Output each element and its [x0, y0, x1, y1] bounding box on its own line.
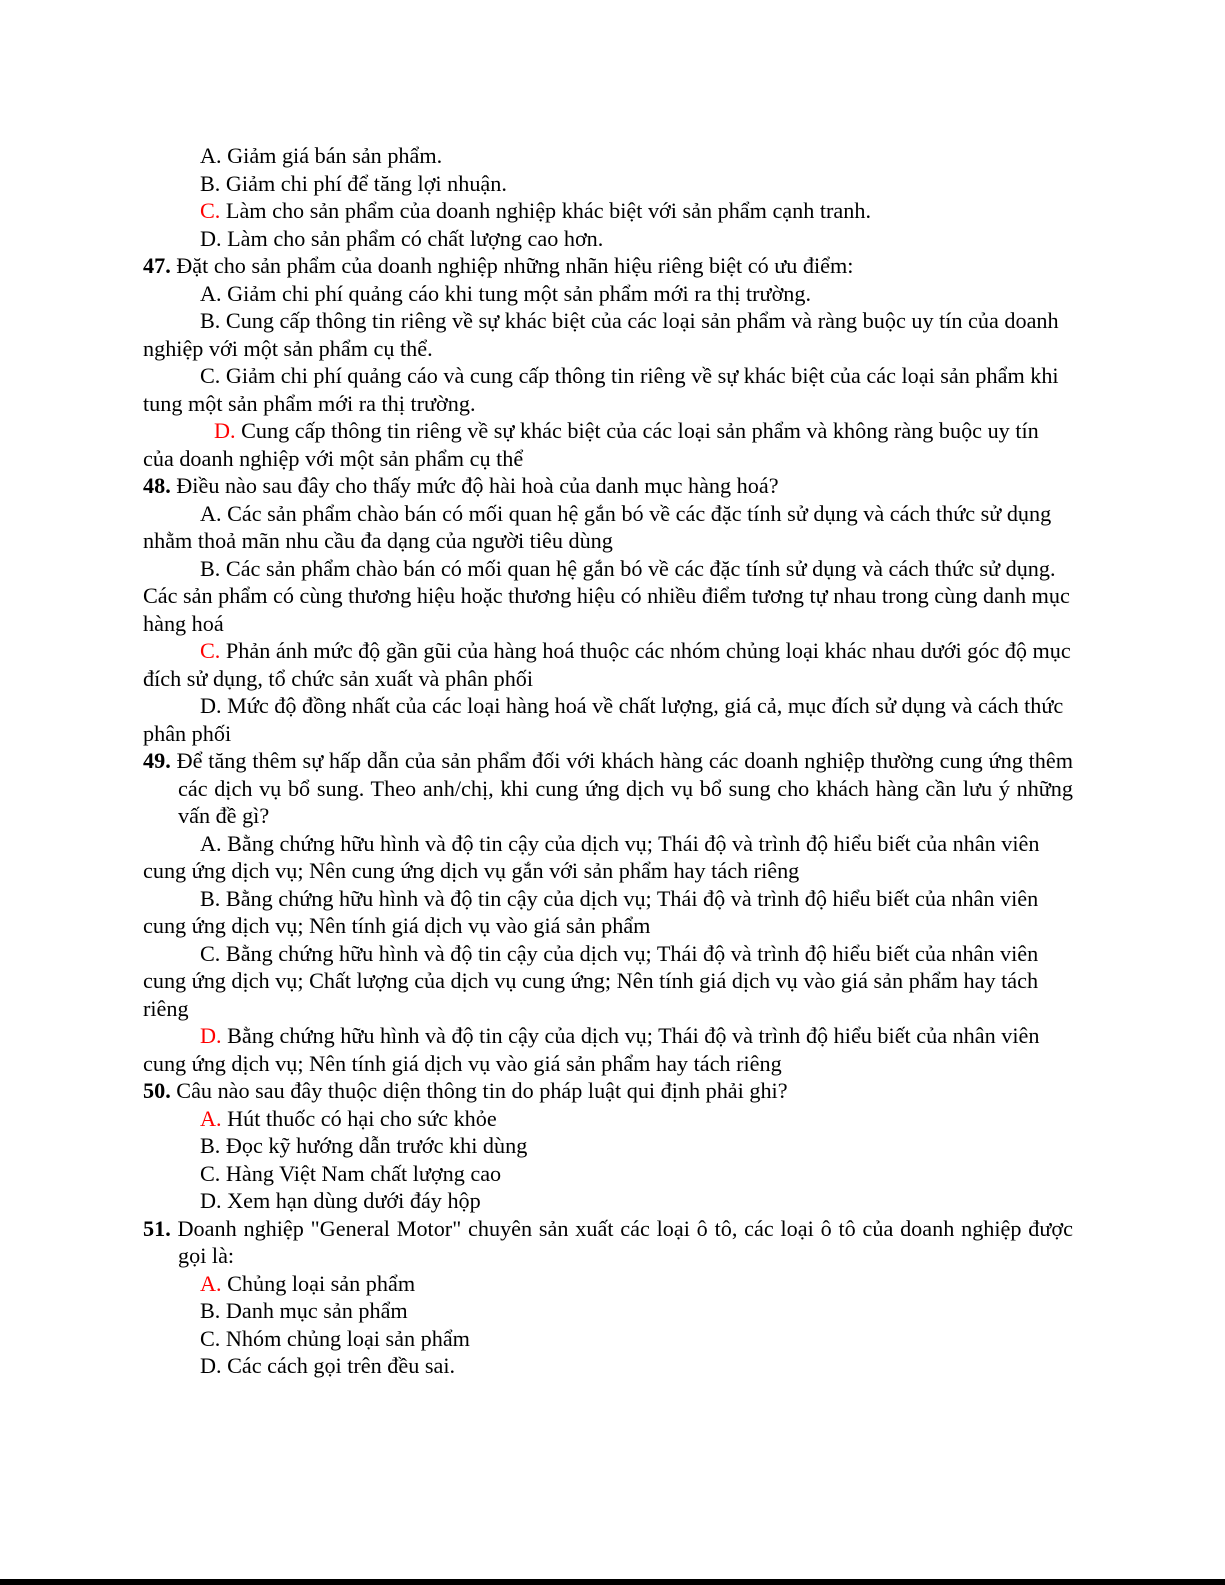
option-letter: C.	[200, 940, 221, 966]
option-text: Các sản phẩm chào bán có mối quan hệ gắn bó về các đặc tính sử dụng và cách thức sử dụng nhằm thoả mãn nhu cầu đa dạng của người tiêu dùng	[143, 500, 1052, 553]
question-49	[143, 747, 1073, 830]
question-51	[143, 1215, 1073, 1270]
option-letter: C.	[200, 1325, 221, 1351]
question-48	[143, 472, 1073, 500]
q47-option-a	[143, 280, 1073, 308]
option-text: Giảm chi phí quảng cáo khi tung một sản phẩm mới ra thị trường.	[221, 280, 812, 306]
option-text: Danh mục sản phẩm	[220, 1298, 408, 1323]
question-number: 47.	[143, 253, 171, 278]
option-letter-correct: C.	[200, 198, 221, 223]
q49-option-b	[143, 885, 1073, 940]
quiz-content	[143, 142, 1073, 1380]
q51-option-d	[143, 1352, 1073, 1380]
option-letter: B.	[200, 170, 221, 196]
option-text: Giảm chi phí quảng cáo và cung cấp thông tin riêng về sự khác biệt của các loại sản phẩm khi tung một sản phẩm mới ra thị trường.	[143, 363, 1059, 416]
question-text: Câu nào sau đây thuộc diện thông tin do pháp luật qui định phải ghi?	[170, 1078, 788, 1103]
q50-option-d	[143, 1187, 1073, 1215]
option-text: Giảm chi phí để tăng lợi nhuận.	[220, 170, 507, 196]
q50-option-a	[143, 1105, 1073, 1133]
q47-option-d	[143, 417, 1073, 472]
option-text: Phản ánh mức độ gần gũi của hàng hoá thuộc các nhóm chủng loại khác nhau dưới góc độ mục đích sử dụng, tổ chức sản xuất và phân phối	[143, 638, 1071, 691]
option-letter: D.	[200, 1188, 222, 1213]
option-text: Các cách gọi trên đều sai.	[221, 1353, 456, 1378]
option-text: Làm cho sản phẩm có chất lượng cao hơn.	[221, 225, 604, 251]
option-letter: B.	[200, 1298, 221, 1323]
q48-option-a	[143, 500, 1073, 555]
option-letter: D.	[200, 693, 222, 718]
question-number: 51.	[143, 1215, 171, 1241]
option-letter-correct: D.	[200, 1023, 222, 1048]
option-letter: B.	[200, 308, 221, 333]
q49-option-a	[143, 830, 1073, 885]
q51-option-b	[143, 1297, 1073, 1325]
option-text: Mức độ đồng nhất của các loại hàng hoá về chất lượng, giá cả, mục đích sử dụng và cách thức phân phối	[143, 693, 1064, 746]
question-50	[143, 1077, 1073, 1105]
option-text: Hàng Việt Nam chất lượng cao	[220, 1160, 502, 1186]
option-letter: A.	[200, 830, 222, 856]
q50-option-b	[143, 1132, 1073, 1160]
q46-option-a	[143, 142, 1073, 170]
question-47	[143, 252, 1073, 280]
option-letter: A.	[200, 280, 222, 306]
option-text: Đọc kỹ hướng dẫn trước khi dùng	[220, 1133, 528, 1158]
q49-option-d	[143, 1022, 1073, 1077]
option-letter: B.	[200, 555, 221, 581]
option-text: Bằng chứng hữu hình và độ tin cậy của dịch vụ; Thái độ và trình độ hiểu biết của nhân viên cung ứng dịch vụ; Chất lượng của dịch vụ cung ứng; Nên tính giá dịch vụ vào giá sản phẩm hay tách riêng	[143, 940, 1039, 1021]
option-text: Cung cấp thông tin riêng về sự khác biệt của các loại sản phẩm và ràng buộc uy tín của doanh nghiệp với một sản phẩm cụ thể.	[143, 308, 1059, 361]
option-text: Bằng chứng hữu hình và độ tin cậy của dịch vụ; Thái độ và trình độ hiểu biết của nhân viên cung ứng dịch vụ; Nên tính giá dịch vụ vào giá sản phẩm	[143, 885, 1039, 938]
option-letter: C.	[200, 1160, 221, 1186]
q51-option-c	[143, 1325, 1073, 1353]
option-letter: B.	[200, 885, 221, 911]
option-text: Nhóm chủng loại sản phẩm	[220, 1325, 470, 1351]
page-bottom-border	[0, 1579, 1225, 1585]
q48-option-b	[143, 555, 1073, 638]
option-text: Các sản phẩm chào bán có mối quan hệ gắn bó về các đặc tính sử dụng và cách thức sử dụng. Các sản phẩm có cùng thương hiệu hoặc thương hiệu có nhiều điểm tương tự nhau trong cùng danh mục hàng hoá	[143, 555, 1070, 636]
question-text: Để tăng thêm sự hấp dẫn của sản phẩm đối với khách hàng các doanh nghiệp thường cung ứng thêm các dịch vụ bổ sung. Theo anh/chị, khi cung ứng dịch vụ bổ sung cho khách hàng cần lưu ý những vấn đề gì?	[170, 748, 1073, 828]
option-letter: D.	[200, 225, 222, 251]
question-number: 49.	[143, 748, 171, 773]
option-letter: C.	[200, 363, 221, 388]
q51-option-a	[143, 1270, 1073, 1298]
option-letter: B.	[200, 1133, 221, 1158]
option-letter: A.	[200, 143, 222, 168]
option-text: Giảm giá bán sản phẩm.	[221, 143, 443, 168]
option-text: Bằng chứng hữu hình và độ tin cậy của dịch vụ; Thái độ và trình độ hiểu biết của nhân viên cung ứng dịch vụ; Nên tính giá dịch vụ vào giá sản phẩm hay tách riêng	[143, 1023, 1040, 1076]
option-text: Hút thuốc có hại cho sức khỏe	[221, 1105, 497, 1131]
question-number: 50.	[143, 1078, 171, 1103]
q47-option-b	[143, 307, 1073, 362]
option-text: Xem hạn dùng dưới đáy hộp	[221, 1188, 481, 1213]
option-text: Chủng loại sản phẩm	[221, 1270, 416, 1296]
option-text: Cung cấp thông tin riêng về sự khác biệt của các loại sản phẩm và không ràng buộc uy tín của doanh nghiệp với một sản phẩm cụ thể	[143, 418, 1039, 471]
question-text: Doanh nghiệp "General Motor" chuyên sản xuất các loại ô tô, các loại ô tô của doanh nghiệp được gọi là:	[170, 1215, 1073, 1268]
q46-option-c	[143, 197, 1073, 225]
q50-option-c	[143, 1160, 1073, 1188]
q49-option-c	[143, 940, 1073, 1023]
option-text: Bằng chứng hữu hình và độ tin cậy của dịch vụ; Thái độ và trình độ hiểu biết của nhân viên cung ứng dịch vụ; Nên cung ứng dịch vụ gắn với sản phẩm hay tách riêng	[143, 830, 1040, 883]
q46-option-d	[143, 225, 1073, 253]
q48-option-c	[143, 637, 1073, 692]
option-letter: D.	[200, 1353, 222, 1378]
option-letter: A.	[200, 500, 222, 526]
question-text: Điều nào sau đây cho thấy mức độ hài hoà của danh mục hàng hoá?	[170, 473, 779, 498]
option-letter-correct: A.	[200, 1270, 222, 1296]
q48-option-d	[143, 692, 1073, 747]
question-text: Đặt cho sản phẩm của doanh nghiệp những nhãn hiệu riêng biệt có ưu điểm:	[170, 253, 854, 278]
q47-option-c	[143, 362, 1073, 417]
option-letter-correct: A.	[200, 1105, 222, 1131]
option-letter-correct: C.	[200, 638, 221, 663]
option-letter-correct: D.	[214, 418, 236, 443]
q46-option-b	[143, 170, 1073, 198]
option-text: Làm cho sản phẩm của doanh nghiệp khác biệt với sản phẩm cạnh tranh.	[220, 198, 872, 223]
question-number: 48.	[143, 473, 171, 498]
